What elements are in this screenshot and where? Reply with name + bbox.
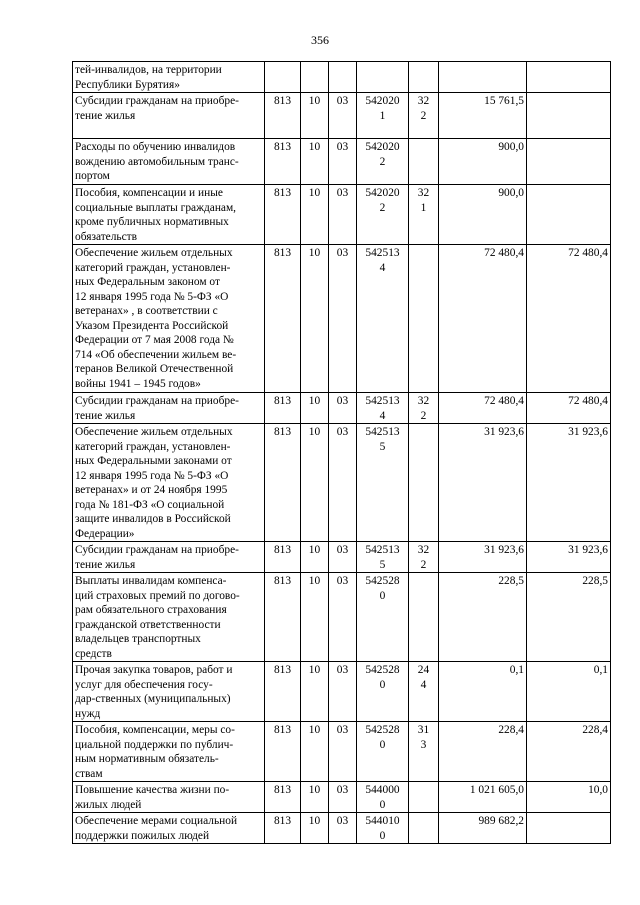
table-row	[73, 185, 611, 245]
table-row	[73, 62, 611, 93]
subsection-code-cell: 03	[329, 782, 357, 813]
target-article-cell	[357, 573, 409, 662]
row-name-cell-line: ветеранах» , в соответствии с	[75, 305, 218, 317]
expense-type-cell-line: 1	[420, 201, 427, 214]
table-row	[73, 424, 611, 542]
target-article-cell-line: 4	[379, 261, 386, 274]
subsection-code-cell: 03	[329, 722, 357, 782]
row-name-cell-line: Обеспечение жильем отдельных	[75, 247, 233, 259]
target-article-cell-line: 5	[379, 440, 386, 453]
row-name-cell-line: вождению автомобильным транс-	[75, 155, 239, 168]
federal-amount-cell: 72 480,4	[527, 393, 611, 424]
row-name-cell	[73, 139, 265, 185]
row-name-cell-line: тение жилья	[75, 558, 136, 571]
row-name-cell	[73, 722, 265, 782]
federal-amount-cell: 31 923,6	[527, 424, 611, 542]
federal-amount-cell: 0,1	[527, 662, 611, 722]
row-name-cell-line: категорий граждан, установлен-	[75, 440, 231, 453]
target-article-cell-line: 4	[379, 409, 386, 422]
target-article-cell	[357, 139, 409, 185]
row-name-cell-line: ствам	[75, 767, 103, 780]
target-article-cell-line: 542528	[365, 724, 400, 736]
row-name-cell	[73, 813, 265, 844]
section-code-cell: 10	[301, 93, 329, 139]
federal-amount-cell	[527, 813, 611, 844]
expense-type-cell	[409, 185, 439, 245]
row-name-cell-line: ций страховых премий по догово-	[75, 589, 240, 602]
row-name-cell	[73, 93, 265, 139]
subsection-code-cell: 03	[329, 139, 357, 185]
budget-table	[72, 61, 611, 844]
row-name-cell-line: ным нормативным обязатель-	[75, 753, 219, 765]
row-name-cell	[73, 62, 265, 93]
amount-cell: 989 682,2	[439, 813, 527, 844]
target-article-cell-line: 544000	[365, 784, 400, 796]
target-article-cell-line: 542020	[365, 141, 400, 153]
amount-cell: 15 761,5	[439, 93, 527, 139]
ministry-code-cell: 813	[265, 542, 301, 573]
target-article-cell	[357, 245, 409, 393]
row-name-cell-line: услуг для обеспечения госу-	[75, 678, 213, 691]
row-name-cell-line: Повышение качества жизни по-	[75, 784, 230, 796]
row-name-cell-line: тение жилья	[75, 109, 136, 122]
row-name-cell-line: Пособия, компенсации, меры со-	[75, 724, 235, 736]
table-row	[73, 662, 611, 722]
row-name-cell-line: владельцев транспортных	[75, 633, 201, 645]
amount-cell: 900,0	[439, 139, 527, 185]
amount-cell: 31 923,6	[439, 542, 527, 573]
row-name-cell-line: Субсидии гражданам на приобре-	[75, 544, 239, 556]
expense-type-cell	[409, 722, 439, 782]
ministry-code-cell: 813	[265, 139, 301, 185]
row-name-cell-line: войны 1941 – 1945 годов»	[75, 377, 201, 390]
row-name-cell-line: года № 181-ФЗ «О социальной	[75, 498, 225, 511]
target-article-cell	[357, 424, 409, 542]
row-name-cell-line: защите инвалидов в Российской	[75, 513, 231, 525]
expense-type-cell-line: 32	[417, 395, 430, 407]
section-code-cell	[301, 62, 329, 93]
expense-type-cell	[409, 782, 439, 813]
ministry-code-cell: 813	[265, 424, 301, 542]
target-article-cell-line: 542513	[365, 426, 400, 438]
ministry-code-cell: 813	[265, 93, 301, 139]
section-code-cell: 10	[301, 542, 329, 573]
row-name-cell	[73, 782, 265, 813]
row-name-cell-line: 714 «Об обеспечении жильем ве-	[75, 348, 237, 361]
row-name-cell-line: Федерации»	[75, 527, 135, 540]
row-name-cell-line: тей-инвалидов, на территории	[75, 64, 222, 76]
expense-type-cell-line: 2	[420, 109, 427, 122]
row-name-cell-line: Выплаты инвалидам компенса-	[75, 575, 227, 587]
federal-amount-cell	[527, 93, 611, 139]
target-article-cell	[357, 542, 409, 573]
row-name-cell-line: 12 января 1995 года № 5-ФЗ «О	[75, 469, 229, 482]
row-name-cell-line: гражданской ответственности	[75, 618, 221, 631]
subsection-code-cell: 03	[329, 662, 357, 722]
row-name-cell-line: нужд	[75, 707, 101, 720]
expense-type-cell-line: 31	[417, 724, 430, 736]
table-row	[73, 393, 611, 424]
target-article-cell-line: 542020	[365, 95, 400, 107]
row-name-cell-line: портом	[75, 170, 110, 182]
subsection-code-cell: 03	[329, 542, 357, 573]
row-name-cell-line: кроме публичных нормативных	[75, 216, 229, 228]
expense-type-cell	[409, 813, 439, 844]
expense-type-cell-line: 32	[417, 187, 430, 199]
expense-type-cell-line: 2	[420, 409, 427, 422]
table-row	[73, 245, 611, 393]
target-article-cell-line: 542020	[365, 187, 400, 199]
target-article-cell-line: 0	[379, 678, 386, 691]
amount-cell: 228,4	[439, 722, 527, 782]
table-row	[73, 542, 611, 573]
row-name-cell-line: ных Федеральным законом от	[75, 276, 220, 288]
row-name-cell-line: жилых людей	[75, 798, 142, 811]
target-article-cell	[357, 722, 409, 782]
ministry-code-cell: 813	[265, 782, 301, 813]
target-article-cell-line: 542513	[365, 247, 400, 259]
row-name-cell	[73, 573, 265, 662]
page-number: 356	[311, 33, 329, 47]
row-name-cell-line: дар-ственных (муниципальных)	[75, 693, 231, 705]
target-article-cell-line: 1	[379, 109, 386, 122]
target-article-cell-line: 5	[379, 558, 386, 571]
target-article-cell-line: 0	[379, 589, 386, 602]
amount-cell: 228,5	[439, 573, 527, 662]
table-row	[73, 93, 611, 139]
expense-type-cell-line: 32	[417, 95, 430, 107]
row-name-cell	[73, 393, 265, 424]
ministry-code-cell: 813	[265, 662, 301, 722]
table-row	[73, 573, 611, 662]
row-name-cell-line: Прочая закупка товаров, работ и	[75, 664, 233, 676]
row-name-cell-line: Расходы по обучению инвалидов	[75, 141, 236, 153]
ministry-code-cell: 813	[265, 573, 301, 662]
federal-amount-cell	[527, 62, 611, 93]
target-article-cell	[357, 782, 409, 813]
target-article-cell	[357, 62, 409, 93]
ministry-code-cell: 813	[265, 185, 301, 245]
amount-cell: 72 480,4	[439, 245, 527, 393]
subsection-code-cell: 03	[329, 245, 357, 393]
amount-cell: 0,1	[439, 662, 527, 722]
federal-amount-cell: 228,4	[527, 722, 611, 782]
expense-type-cell	[409, 245, 439, 393]
row-name-cell-line: 12 января 1995 года № 5-ФЗ «О	[75, 290, 229, 303]
row-name-cell-line: Федерации от 7 мая 2008 года №	[75, 334, 234, 346]
row-name-cell-line: Республики Бурятия»	[75, 78, 180, 91]
section-code-cell: 10	[301, 139, 329, 185]
subsection-code-cell: 03	[329, 93, 357, 139]
amount-cell: 1 021 605,0	[439, 782, 527, 813]
row-name-cell-line: теранов Великой Отечественной	[75, 363, 234, 375]
ministry-code-cell	[265, 62, 301, 93]
row-name-cell-line: Пособия, компенсации и иные	[75, 187, 223, 199]
expense-type-cell-line: 2	[420, 558, 427, 571]
section-code-cell: 10	[301, 722, 329, 782]
table-row	[73, 813, 611, 844]
section-code-cell: 10	[301, 813, 329, 844]
target-article-cell-line: 542528	[365, 664, 400, 676]
federal-amount-cell: 31 923,6	[527, 542, 611, 573]
row-name-cell-line: Субсидии гражданам на приобре-	[75, 395, 239, 407]
expense-type-cell	[409, 542, 439, 573]
federal-amount-cell: 10,0	[527, 782, 611, 813]
expense-type-cell-line: 3	[420, 738, 427, 751]
target-article-cell-line: 544010	[365, 815, 400, 827]
target-article-cell-line: 542528	[365, 575, 400, 587]
target-article-cell	[357, 813, 409, 844]
row-name-cell-line: тение жилья	[75, 409, 136, 422]
row-name-cell-line: Обеспечение мерами социальной	[75, 815, 238, 827]
row-name-cell-line: средств	[75, 647, 112, 660]
section-code-cell: 10	[301, 662, 329, 722]
row-name-cell-line: Указом Президента Российской	[75, 319, 229, 332]
ministry-code-cell: 813	[265, 393, 301, 424]
table-row	[73, 722, 611, 782]
row-name-cell-line: ных Федеральными законами от	[75, 455, 232, 467]
target-article-cell-line: 2	[379, 201, 386, 214]
subsection-code-cell	[329, 62, 357, 93]
subsection-code-cell: 03	[329, 573, 357, 662]
target-article-cell	[357, 93, 409, 139]
target-article-cell-line: 0	[379, 829, 386, 842]
row-name-cell	[73, 245, 265, 393]
table-row	[73, 782, 611, 813]
row-name-cell-line: категорий граждан, установлен-	[75, 261, 231, 274]
row-name-cell-line: рам обязательного страхования	[75, 604, 227, 616]
section-code-cell: 10	[301, 393, 329, 424]
federal-amount-cell	[527, 139, 611, 185]
expense-type-cell	[409, 424, 439, 542]
expense-type-cell	[409, 662, 439, 722]
expense-type-cell	[409, 62, 439, 93]
expense-type-cell	[409, 93, 439, 139]
row-name-cell	[73, 662, 265, 722]
expense-type-cell	[409, 393, 439, 424]
expense-type-cell-line: 24	[417, 664, 430, 676]
row-name-cell-line: циальной поддержки по публич-	[75, 738, 234, 751]
amount-cell: 31 923,6	[439, 424, 527, 542]
ministry-code-cell: 813	[265, 813, 301, 844]
amount-cell: 900,0	[439, 185, 527, 245]
subsection-code-cell: 03	[329, 813, 357, 844]
section-code-cell: 10	[301, 245, 329, 393]
row-name-cell-line: Субсидии гражданам на приобре-	[75, 95, 239, 107]
target-article-cell-line: 542513	[365, 395, 400, 407]
target-article-cell-line: 2	[379, 155, 386, 168]
target-article-cell	[357, 662, 409, 722]
expense-type-cell-line: 32	[417, 544, 430, 556]
federal-amount-cell: 228,5	[527, 573, 611, 662]
federal-amount-cell: 72 480,4	[527, 245, 611, 393]
row-name-cell	[73, 542, 265, 573]
table-body	[73, 62, 611, 844]
federal-amount-cell	[527, 185, 611, 245]
row-name-cell-line: социальные выплаты гражданам,	[75, 201, 237, 214]
section-code-cell: 10	[301, 573, 329, 662]
section-code-cell: 10	[301, 424, 329, 542]
row-name-cell	[73, 185, 265, 245]
row-name-cell-line: ветеранах» и от 24 ноября 1995	[75, 484, 228, 496]
expense-type-cell-line: 4	[420, 678, 427, 691]
expense-type-cell	[409, 139, 439, 185]
row-name-cell-line: Обеспечение жильем отдельных	[75, 426, 233, 438]
subsection-code-cell: 03	[329, 424, 357, 542]
target-article-cell	[357, 185, 409, 245]
amount-cell	[439, 62, 527, 93]
target-article-cell-line: 542513	[365, 544, 400, 556]
row-name-cell-line: поддержки пожилых людей	[75, 829, 210, 842]
subsection-code-cell: 03	[329, 393, 357, 424]
section-code-cell: 10	[301, 782, 329, 813]
ministry-code-cell: 813	[265, 245, 301, 393]
ministry-code-cell: 813	[265, 722, 301, 782]
subsection-code-cell: 03	[329, 185, 357, 245]
row-name-cell	[73, 424, 265, 542]
table-row	[73, 139, 611, 185]
expense-type-cell	[409, 573, 439, 662]
row-name-cell-line: обязательств	[75, 230, 138, 243]
target-article-cell-line: 0	[379, 798, 386, 811]
target-article-cell	[357, 393, 409, 424]
section-code-cell: 10	[301, 185, 329, 245]
amount-cell: 72 480,4	[439, 393, 527, 424]
target-article-cell-line: 0	[379, 738, 386, 751]
